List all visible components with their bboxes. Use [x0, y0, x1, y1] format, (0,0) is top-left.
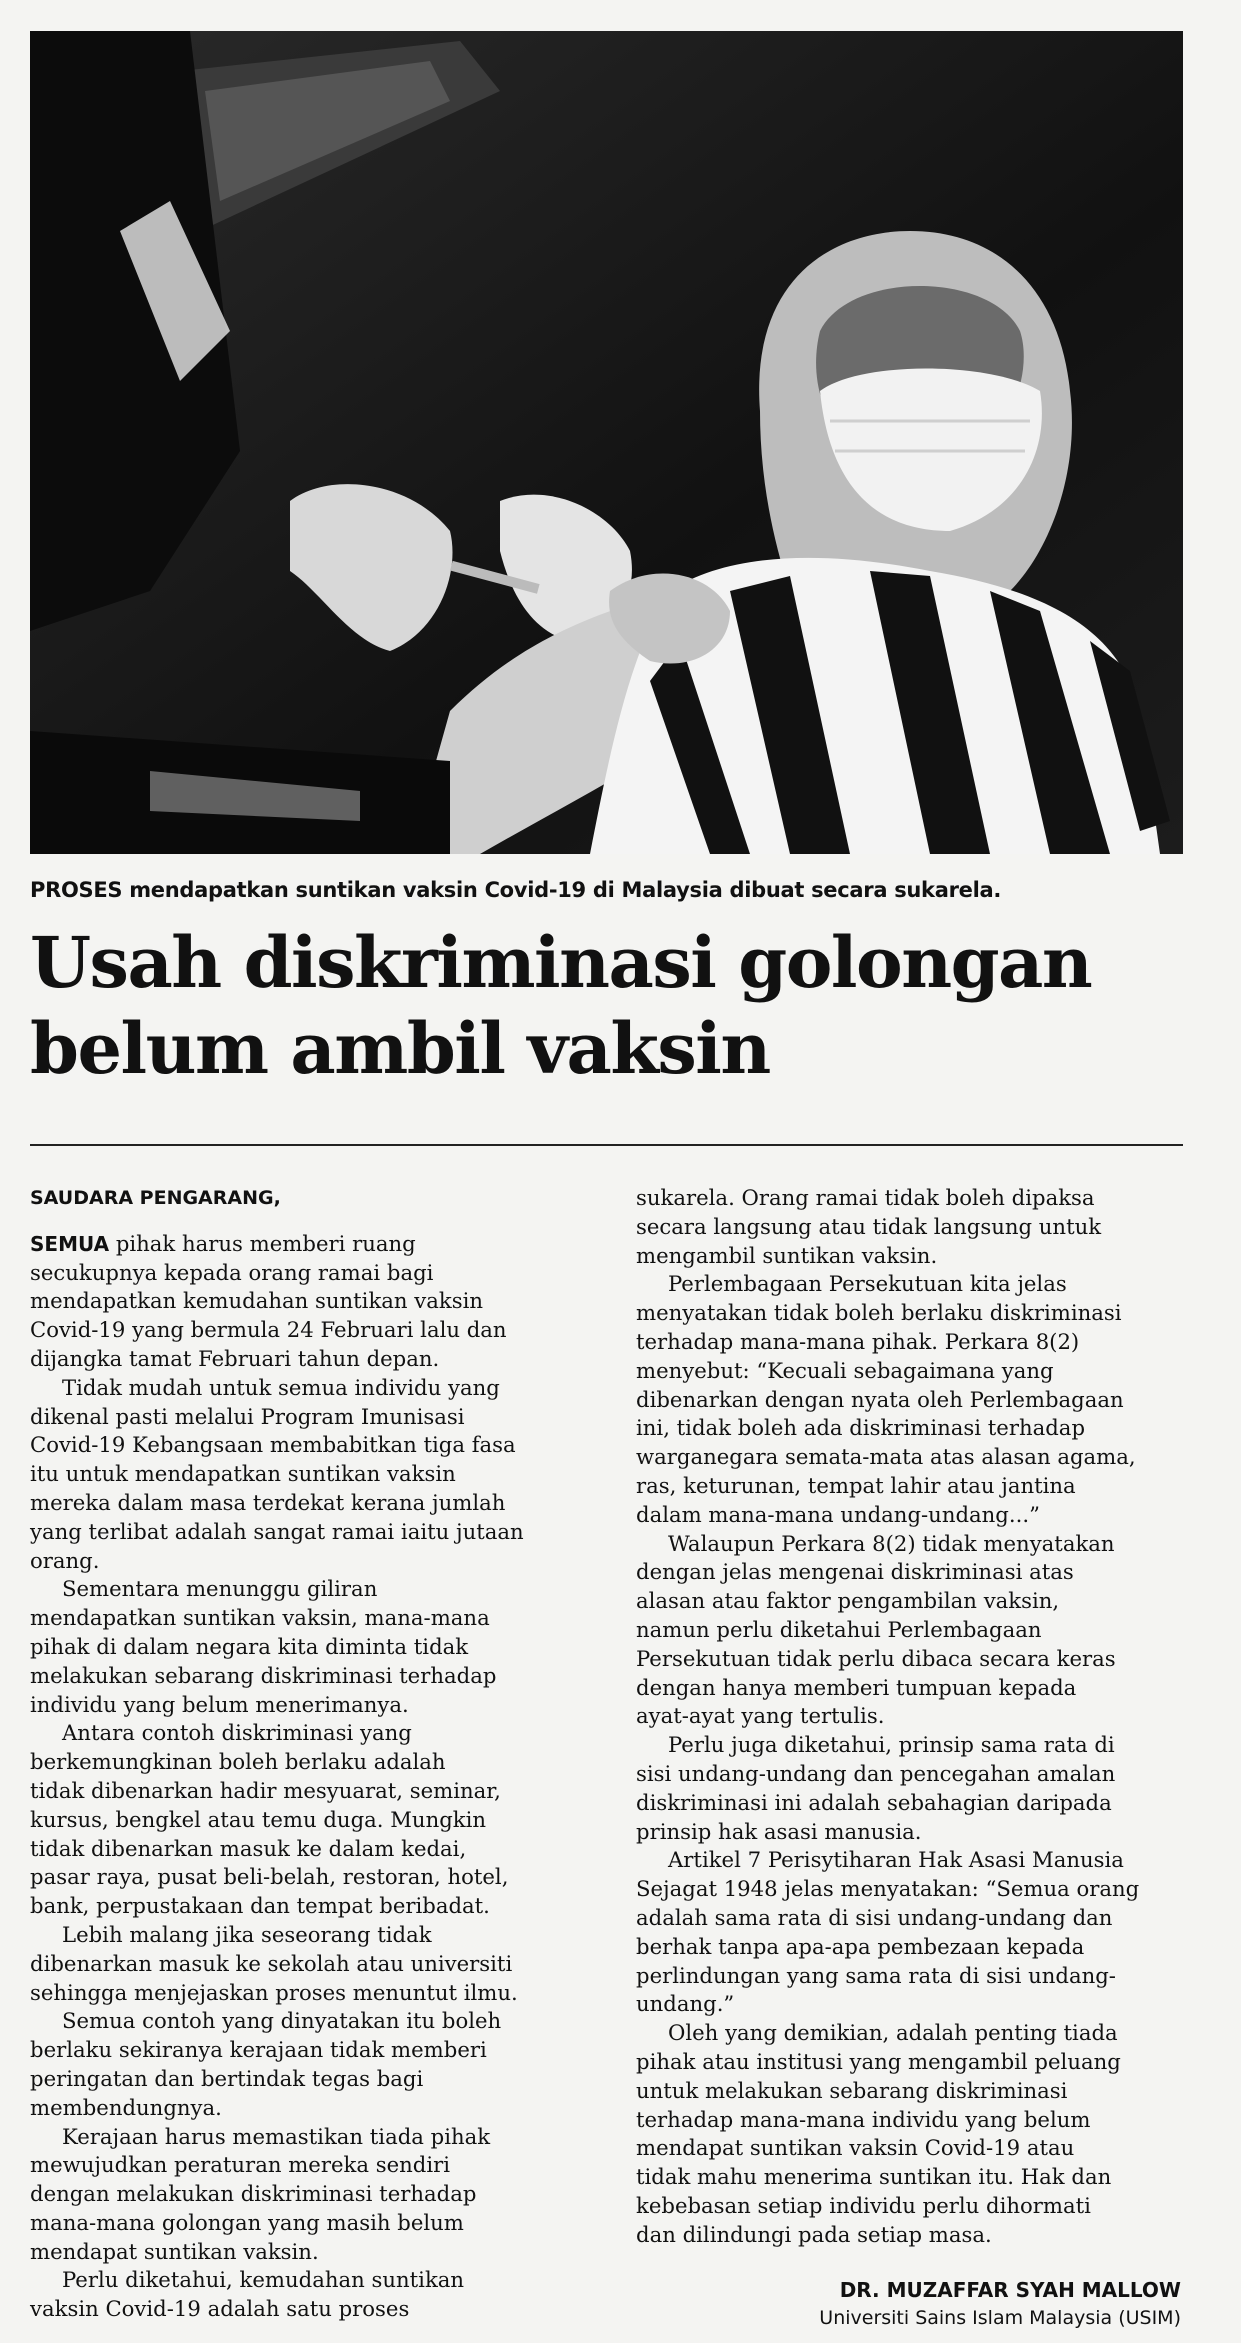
text-line: tidak mahu menerima suntikan itu. Hak dan: [636, 2164, 1112, 2190]
text-line: pasar raya, pusat beli-belah, restoran, hotel,: [30, 1864, 509, 1890]
text-line: diskriminasi ini adalah sebahagian daripada: [636, 1789, 1112, 1815]
text-line: yang terlibat adalah sangat ramai iaitu jutaan: [30, 1518, 524, 1544]
text-line: berlaku sekiranya kerajaan tidak memberi: [30, 2037, 487, 2063]
text-line: dan dilindungi pada setiap masa.: [636, 2221, 992, 2247]
text-line: ini, tidak boleh ada diskriminasi terhadap: [636, 1415, 1086, 1441]
headline-divider: [30, 1144, 1183, 1146]
text-line: warganegara semata-mata atas alasan agama,: [636, 1444, 1136, 1470]
text-line: mendapatkan kemudahan suntikan vaksin: [30, 1288, 484, 1314]
article-column-left: [30, 1184, 590, 2324]
text-line: dibenarkan masuk ke sekolah atau universiti: [30, 1950, 513, 1976]
text-line: dibenarkan dengan nyata oleh Perlembagaan: [636, 1386, 1124, 1412]
text-line: secukupnya kepada orang ramai bagi: [30, 1259, 434, 1285]
text-line: pihak di dalam negara kita diminta tidak: [30, 1633, 469, 1659]
text-line: mendapat suntikan vaksin Covid-19 atau: [636, 2135, 1075, 2161]
text-line: itu untuk mendapatkan suntikan vaksin: [30, 1461, 456, 1487]
text-line: ayat-ayat yang tertulis.: [636, 1703, 885, 1729]
text-line: dikenal pasti melalui Program Imunisasi: [30, 1403, 465, 1429]
caption-lead: PROSES: [30, 878, 123, 902]
text-line: Kerajaan harus memastikan tiada pihak: [62, 2123, 491, 2149]
text-line: dengan hanya memberi tumpuan kepada: [636, 1674, 1077, 1700]
text-line: Tidak mudah untuk semua individu yang: [62, 1374, 500, 1400]
text-line: untuk melakukan sebarang diskriminasi: [636, 2077, 1068, 2103]
text-line: Oleh yang demikian, adalah penting tiada: [668, 2020, 1118, 2046]
text-line: Perlembagaan Persekutuan kita jelas: [668, 1271, 1067, 1297]
photo-caption: [30, 878, 1190, 902]
text-line: kebebasan setiap individu perlu dihormati: [636, 2192, 1091, 2218]
text-line: dijangka tamat Februari tahun depan.: [30, 1345, 440, 1371]
text-line: peringatan dan bertindak tegas bagi: [30, 2065, 424, 2091]
text-line: menyebut: “Kecuali sebagaimana yang: [636, 1357, 1054, 1383]
text-line: dengan jelas mengenai diskriminasi atas: [636, 1559, 1074, 1585]
photo-illustration: [30, 31, 1183, 854]
caption-text: mendapatkan suntikan vaksin Covid-19 di Malaysia dibuat secara sukarela.: [122, 878, 1002, 902]
headline: [30, 920, 1210, 1092]
headline-line-1: Usah diskriminasi golongan: [30, 921, 1092, 1004]
text-line: kursus, bengkel atau temu duga. Mungkin: [30, 1806, 487, 1832]
salutation: SAUDARA PENGARANG,: [30, 1187, 281, 1209]
text-line: Artikel 7 Perisytiharan Hak Asasi Manusia: [668, 1847, 1124, 1873]
text-line: alasan atau faktor pengambilan vaksin,: [636, 1588, 1060, 1614]
text-line: dengan melakukan diskriminasi terhadap: [30, 2181, 477, 2207]
text-line: Antara contoh diskriminasi yang: [62, 1720, 412, 1746]
text-line: bank, perpustakaan dan tempat beribadat.: [30, 1893, 490, 1919]
text-line: [30, 1230, 590, 1259]
text-line: berhak tanpa apa-apa pembezaan kepada: [636, 1933, 1085, 1959]
text-line: orang.: [30, 1547, 100, 1573]
text-line: dalam mana-mana undang-undang...”: [636, 1501, 1040, 1527]
text-line: pihak atau institusi yang mengambil peluang: [636, 2048, 1121, 2074]
text-line: individu yang belum menerimanya.: [30, 1691, 409, 1717]
text-line: menyatakan tidak boleh berlaku diskriminasi: [636, 1300, 1122, 1326]
text-line: melakukan sebarang diskriminasi terhadap: [30, 1662, 497, 1688]
text-line: Lebih malang jika seseorang tidak: [62, 1921, 432, 1947]
text-line: Walaupun Perkara 8(2) tidak menyatakan: [668, 1530, 1115, 1556]
text-line: sisi undang-undang dan pencegahan amalan: [636, 1760, 1116, 1786]
text-line: mengambil suntikan vaksin.: [636, 1242, 938, 1268]
headline-line-2: belum ambil vaksin: [30, 1007, 770, 1090]
text-line: prinsip hak asasi manusia.: [636, 1818, 922, 1844]
author-organization: Universiti Sains Islam Malaysia (USIM): [819, 2307, 1181, 2329]
text-line: Perlu diketahui, kemudahan suntikan: [62, 2267, 465, 2293]
text-line: berkemungkinan boleh berlaku adalah: [30, 1749, 446, 1775]
text-line: perlindungan yang sama rata di sisi undang-: [636, 1962, 1116, 1988]
text-line: Persekutuan tidak perlu dibaca secara keras: [636, 1645, 1116, 1671]
text-line: Sejagat 1948 jelas menyatakan: “Semua orang: [636, 1876, 1140, 1902]
text-line: namun perlu diketahui Perlembagaan: [636, 1616, 1042, 1642]
signature: [819, 2276, 1181, 2332]
lead-word: SEMUA: [30, 1231, 110, 1256]
text-line: Semua contoh yang dinyatakan itu boleh: [62, 2008, 502, 2034]
text-line: mendapat suntikan vaksin.: [30, 2238, 319, 2264]
text-line: terhadap mana-mana individu yang belum: [636, 2106, 1091, 2132]
text-line: Perlu juga diketahui, prinsip sama rata di: [668, 1732, 1115, 1758]
text-line: mereka dalam masa terdekat kerana jumlah: [30, 1489, 506, 1515]
text-line: membendungnya.: [30, 2094, 222, 2120]
article-column-right: [636, 1184, 1196, 2249]
author-name: DR. MUZAFFAR SYAH MALLOW: [839, 2278, 1181, 2302]
text-line: ras, keturunan, tempat lahir atau jantina: [636, 1472, 1076, 1498]
text-line: undang.”: [636, 1991, 735, 2017]
text-line: Sementara menunggu giliran: [62, 1576, 378, 1602]
text-line: mendapatkan suntikan vaksin, mana-mana: [30, 1605, 490, 1631]
text-line: mewujudkan peraturan mereka sendiri: [30, 2152, 451, 2178]
text-line: terhadap mana-mana pihak. Perkara 8(2): [636, 1328, 1080, 1354]
text-line: tidak dibenarkan hadir mesyuarat, seminar,: [30, 1777, 501, 1803]
text-line: Covid-19 yang bermula 24 Februari lalu dan: [30, 1317, 507, 1343]
text-line: mana-mana golongan yang masih belum: [30, 2209, 464, 2235]
text-line: Covid-19 Kebangsaan membabitkan tiga fasa: [30, 1432, 516, 1458]
text-line: sukarela. Orang ramai tidak boleh dipaksa: [636, 1185, 1095, 1210]
text-line: vaksin Covid-19 adalah satu proses: [30, 2296, 410, 2322]
vaccination-photo: [30, 31, 1183, 854]
text-line: secara langsung atau tidak langsung untuk: [636, 1213, 1102, 1239]
text-line: tidak dibenarkan masuk ke dalam kedai,: [30, 1835, 467, 1861]
text-run: pihak harus memberi ruang: [109, 1230, 416, 1256]
text-line: sehingga menjejaskan proses menuntut ilmu.: [30, 1979, 518, 2005]
text-line: adalah sama rata di sisi undang-undang dan: [636, 1904, 1113, 1930]
